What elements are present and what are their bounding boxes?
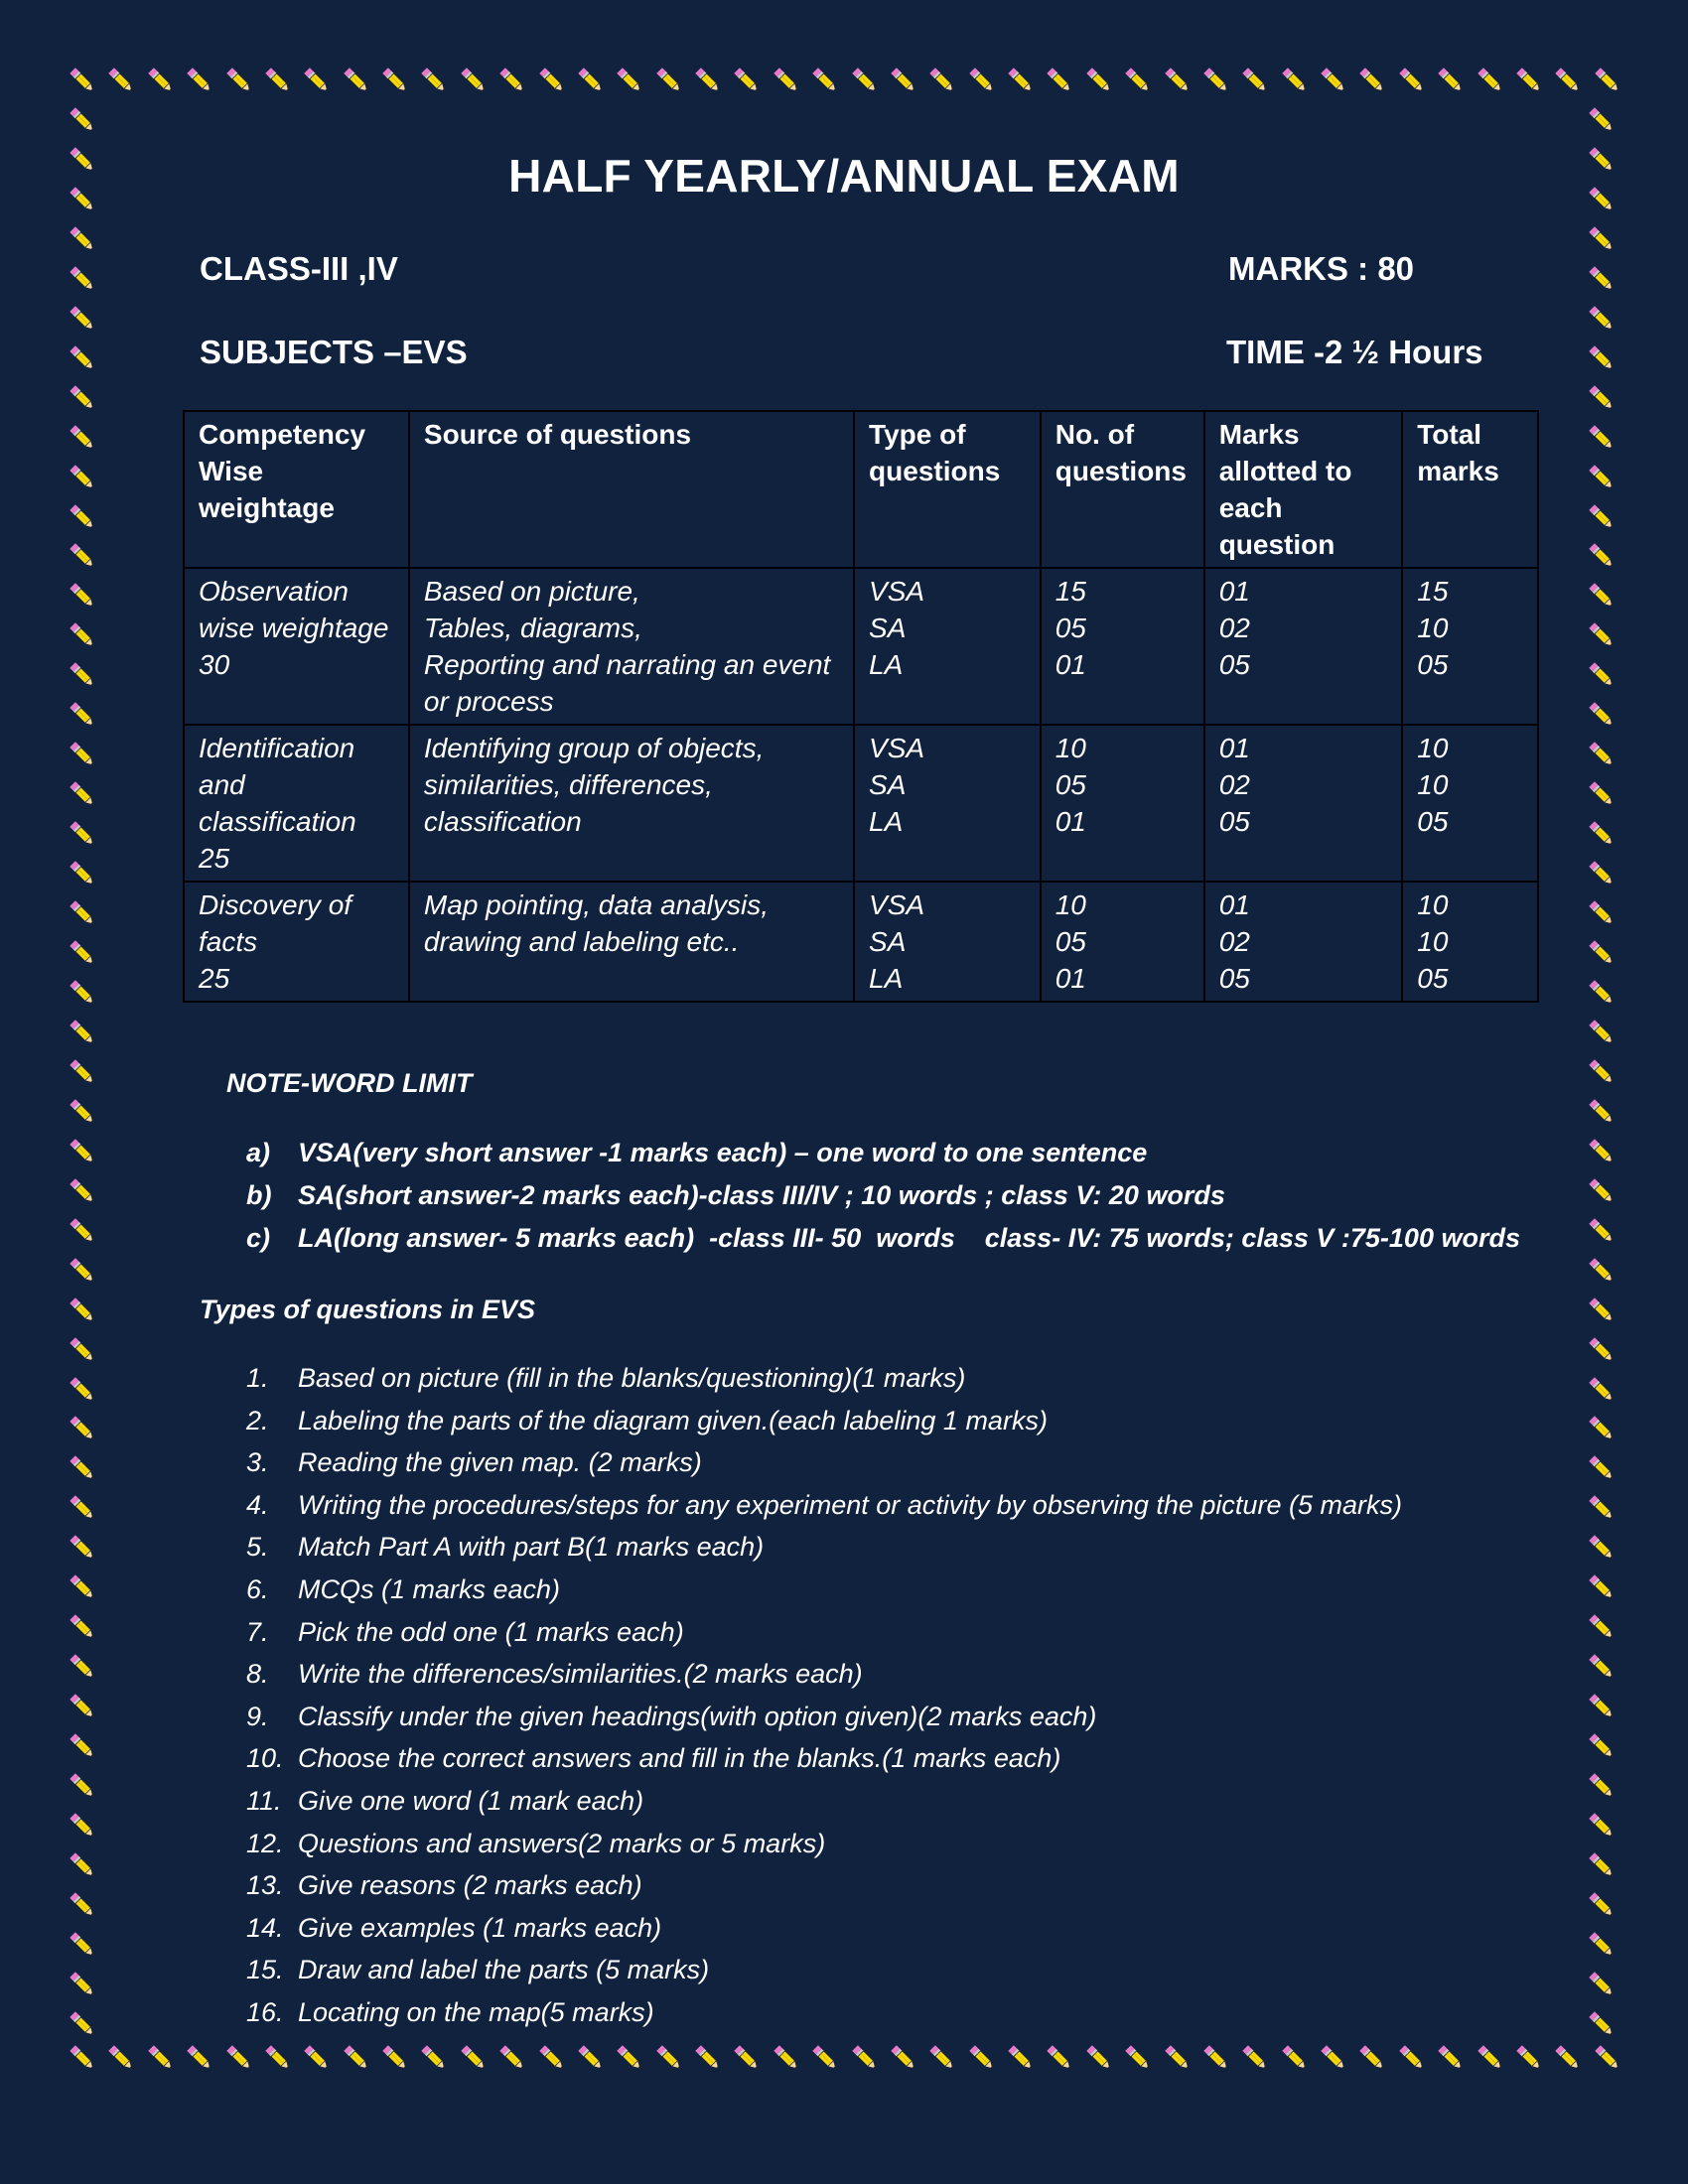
cell-competency: Observation wise weightage 30 — [184, 568, 409, 725]
cell-competency: Identification and classification 25 — [184, 725, 409, 882]
cell-count: 15 05 01 — [1041, 568, 1204, 725]
cell-total: 10 10 05 — [1402, 882, 1538, 1002]
cell-type: VSA SA LA — [854, 725, 1041, 882]
types-heading: Types of questions in EVS — [200, 1295, 536, 1324]
time-label: TIME -2 ½ Hours — [1226, 334, 1483, 370]
list-item: 12. Questions and answers(2 marks or 5 marks) — [246, 1828, 826, 1858]
table-row — [184, 725, 1538, 882]
header-type: Type of questions — [854, 411, 1041, 568]
header-source: Source of questions — [409, 411, 854, 568]
list-item: 7. Pick the odd one (1 marks each) — [246, 1616, 684, 1647]
list-item: a) VSA(very short answer -1 marks each) – one word to one sentence — [246, 1138, 1148, 1167]
cell-type: VSA SA LA — [854, 882, 1041, 1002]
list-item: 4. Writing the procedures/steps for any experiment or activity by observing the picture (5 marks) — [246, 1489, 1402, 1520]
cell-marks-each: 01 02 05 — [1204, 882, 1403, 1002]
list-item: 8. Write the differences/similarities.(2 marks each) — [246, 1659, 863, 1690]
list-item: 13. Give reasons (2 marks each) — [246, 1870, 642, 1901]
header-count: No. of questions — [1041, 411, 1204, 568]
table-header-row — [184, 411, 1538, 568]
class-label: CLASS-III ,IV — [200, 250, 398, 287]
header-competency: Competency Wise weightage — [184, 411, 409, 568]
list-item: c) LA(long answer- 5 marks each) -class III- 50 words class- IV: 75 words; class V :75-100 words — [246, 1223, 1520, 1253]
header-total: Total marks — [1402, 411, 1538, 568]
cell-source: Map pointing, data analysis, drawing and labeling etc.. — [409, 882, 854, 1002]
cell-total: 15 10 05 — [1402, 568, 1538, 725]
list-item: 3. Reading the given map. (2 marks) — [246, 1447, 702, 1478]
list-item: 5. Match Part A with part B(1 marks each) — [246, 1532, 765, 1563]
marks-label: MARKS : 80 — [1228, 250, 1415, 287]
list-item: 10. Choose the correct answers and fill in the blanks.(1 marks each) — [246, 1743, 1061, 1774]
list-item: 15. Draw and label the parts (5 marks) — [246, 1955, 710, 1985]
note-list — [246, 1138, 1520, 1266]
table-row — [184, 882, 1538, 1002]
cell-marks-each: 01 02 05 — [1204, 568, 1403, 725]
list-item: 11. Give one word (1 mark each) — [246, 1785, 644, 1816]
list-item: 1. Based on picture (fill in the blanks/questioning)(1 marks) — [246, 1363, 966, 1393]
table-row — [184, 568, 1538, 725]
cell-count: 10 05 01 — [1041, 882, 1204, 1002]
header-marks-each: Marks allotted to each question — [1204, 411, 1403, 568]
list-item: 9. Classify under the given headings(with option given)(2 marks each) — [246, 1701, 1097, 1731]
list-item: 14. Give examples (1 marks each) — [246, 1912, 662, 1943]
types-list — [246, 1363, 1402, 2040]
list-item: 2. Labeling the parts of the diagram given.(each labeling 1 marks) — [246, 1405, 1048, 1435]
subjects-label: SUBJECTS –EVS — [200, 334, 468, 370]
cell-count: 10 05 01 — [1041, 725, 1204, 882]
cell-source: Based on picture, Tables, diagrams, Reporting and narrating an event or process — [409, 568, 854, 725]
list-item: 6. MCQs (1 marks each) — [246, 1573, 561, 1604]
cell-marks-each: 01 02 05 — [1204, 725, 1403, 882]
list-item: 16. Locating on the map(5 marks) — [246, 1996, 654, 2027]
question-scheme-table — [183, 410, 1539, 1003]
cell-total: 10 10 05 — [1402, 725, 1538, 882]
cell-source: Identifying group of objects, similarities, differences, classification — [409, 725, 854, 882]
cell-type: VSA SA LA — [854, 568, 1041, 725]
list-item: b) SA(short answer-2 marks each)-class III/IV ; 10 words ; class V: 20 words — [246, 1180, 1225, 1210]
cell-competency: Discovery of facts 25 — [184, 882, 409, 1002]
page-title: HALF YEARLY/ANNUAL EXAM — [508, 150, 1180, 202]
note-heading: NOTE-WORD LIMIT — [226, 1068, 473, 1098]
